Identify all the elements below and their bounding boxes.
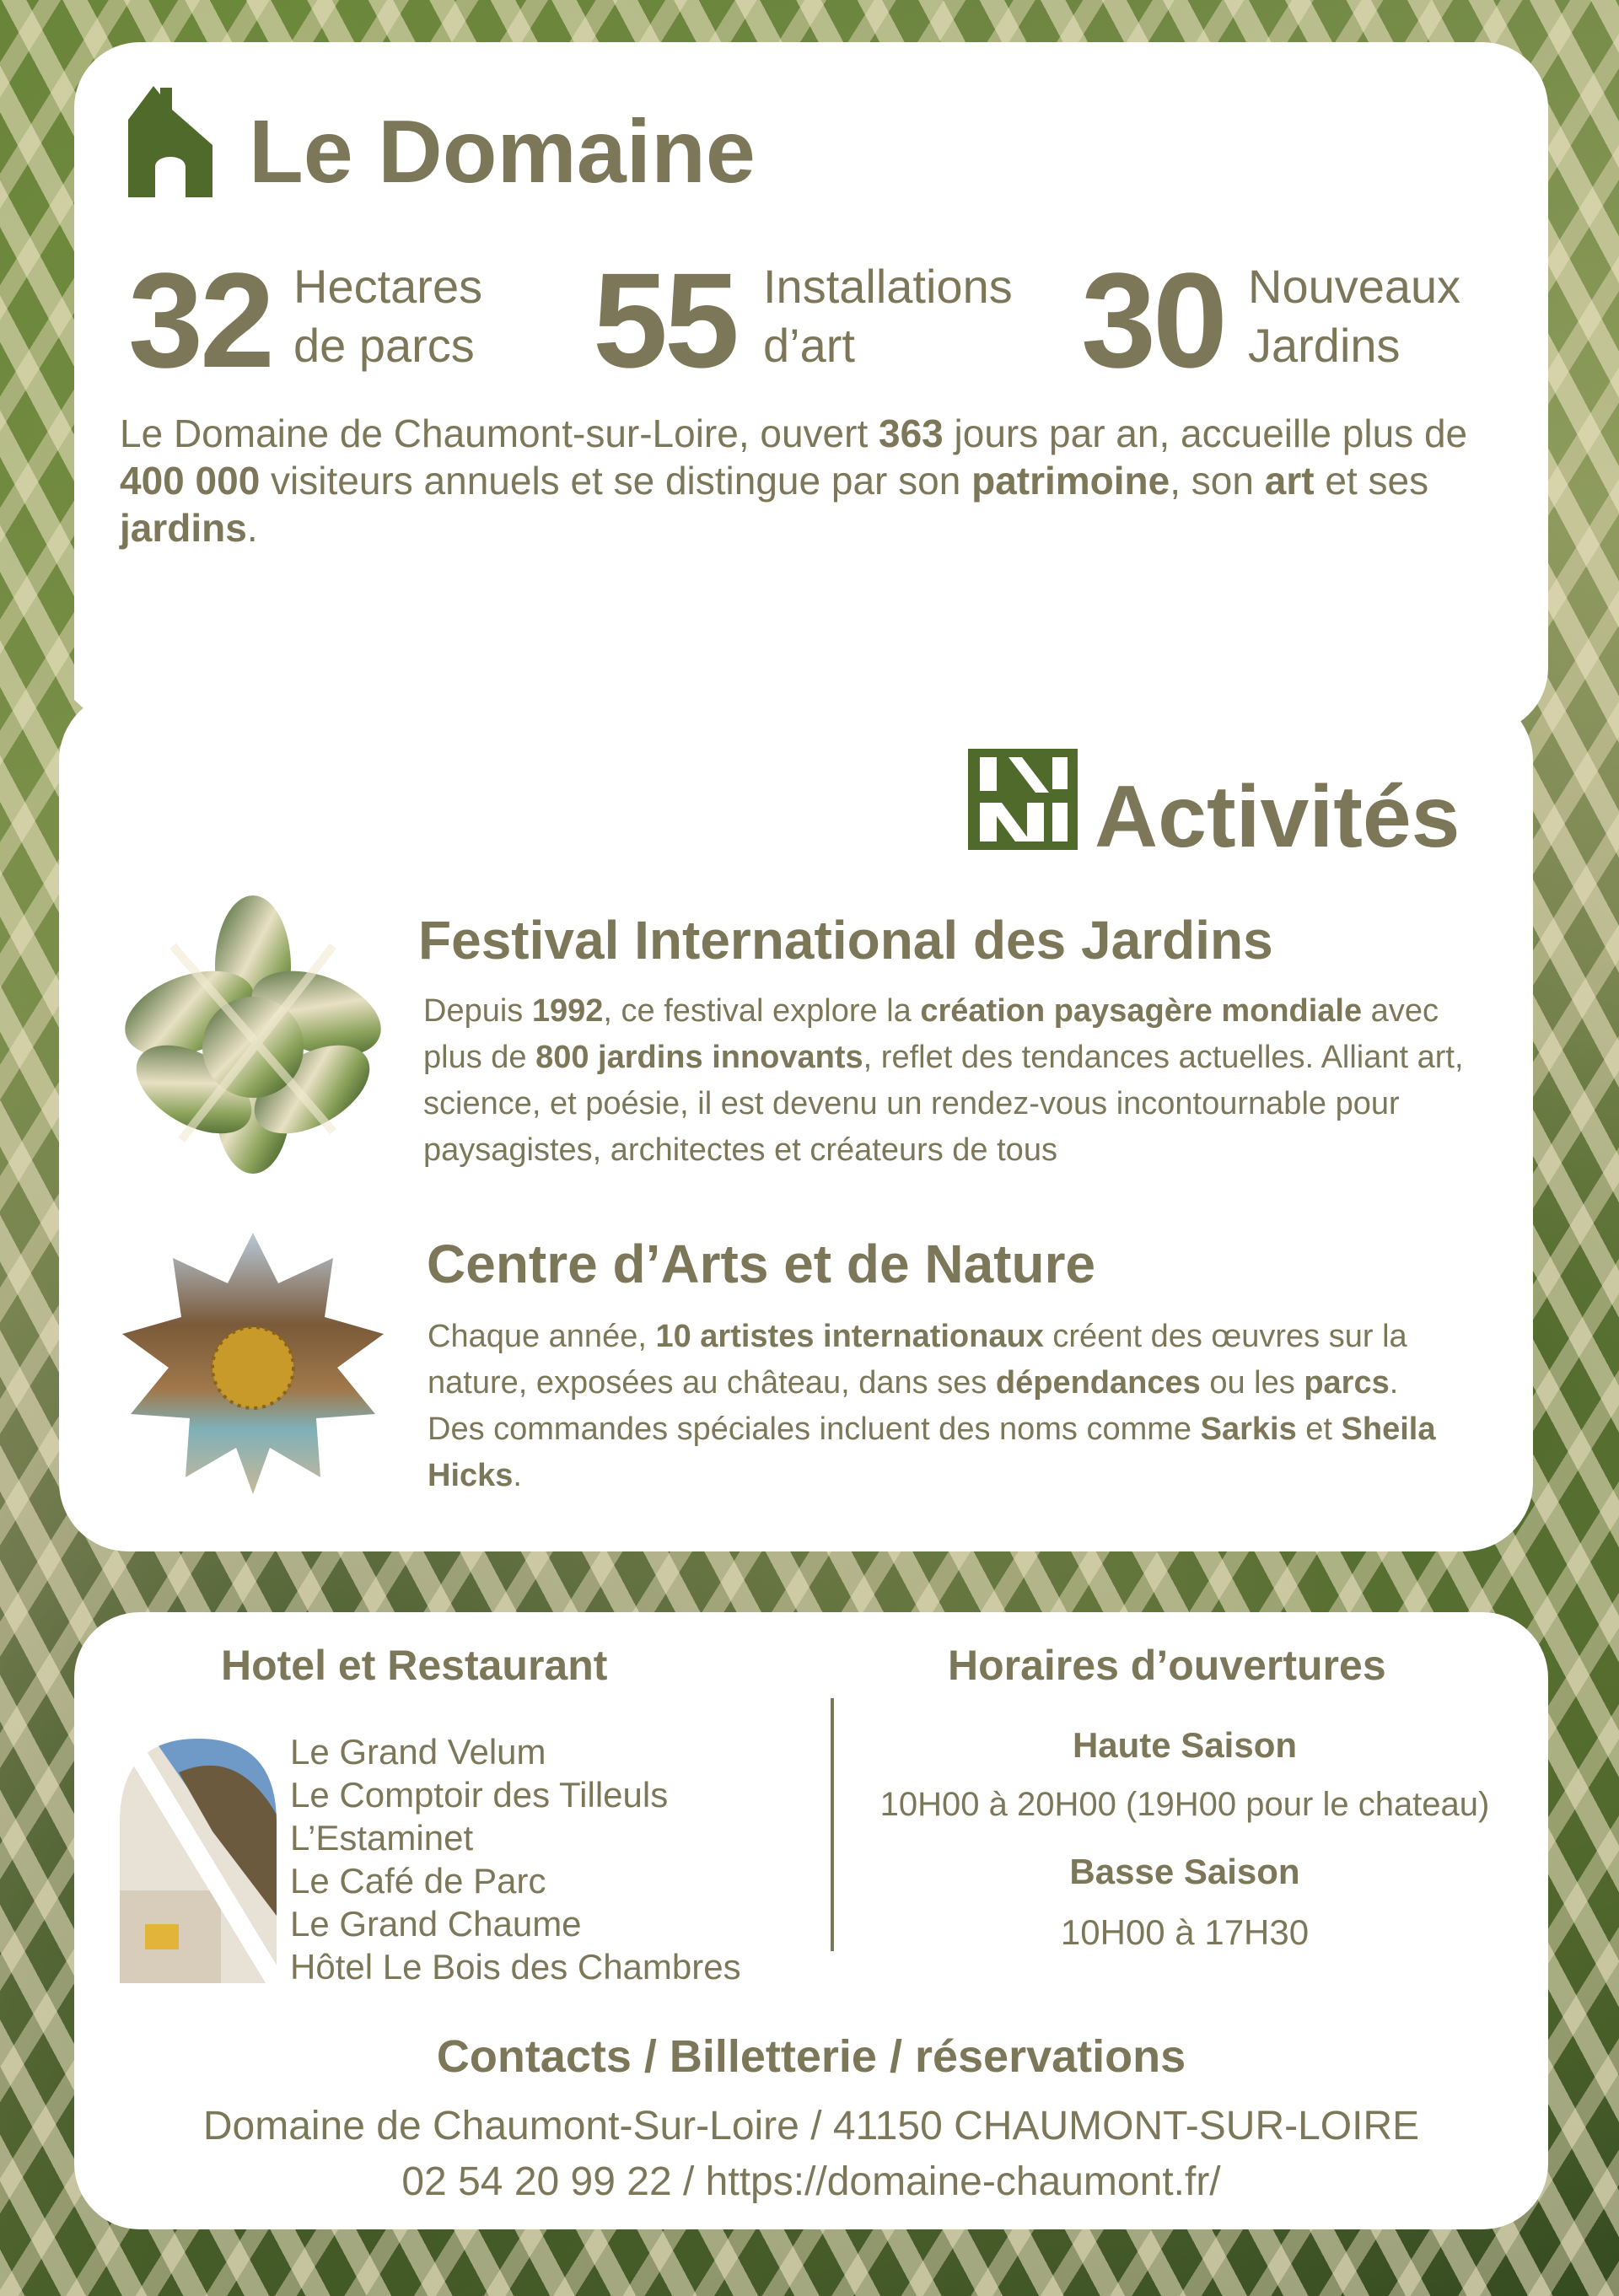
list-item: L’Estaminet bbox=[290, 1818, 474, 1858]
stat-number: 30 bbox=[1081, 245, 1224, 395]
haute-saison-label: Haute Saison bbox=[1072, 1725, 1298, 1765]
list-item: Le Comptoir des Tilleuls bbox=[290, 1775, 669, 1815]
centre-flower-image bbox=[122, 1233, 384, 1494]
horaires-title: Horaires d’ouvertures bbox=[948, 1642, 1386, 1689]
stat-label: de parcs bbox=[293, 319, 475, 372]
stat-label: Jardins bbox=[1248, 319, 1401, 372]
hotel-photo bbox=[120, 1739, 277, 1983]
centre-title: Centre d’Arts et de Nature bbox=[427, 1234, 1096, 1294]
hotel-list bbox=[290, 1730, 741, 1988]
stat-label: Installations bbox=[763, 260, 1013, 313]
centre-description: Chaque année, 10 artistes internationaux créent des œuvres sur la nature, exposées au château, dans ses dépendances ou les parcs. Des commandes spéciales incluent des noms comme Sarkis et Sheila Hicks. bbox=[428, 1319, 1436, 1493]
basse-saison-label: Basse Saison bbox=[1069, 1852, 1300, 1891]
activites-title: Activités bbox=[1095, 768, 1460, 866]
festival-title: Festival International des Jardins bbox=[418, 910, 1273, 971]
contacts-title: Contacts / Billetterie / réservations bbox=[436, 2031, 1186, 2082]
list-item: Hôtel Le Bois des Chambres bbox=[290, 1947, 741, 1987]
stat-label: Nouveaux bbox=[1248, 260, 1461, 313]
contact-address: Domaine de Chaumont-Sur-Loire / 41150 CHAUMONT-SUR-LOIRE bbox=[202, 2104, 1420, 2148]
stat-number: 55 bbox=[593, 245, 736, 395]
stat-label: Hectares bbox=[293, 260, 483, 313]
list-item: Le Grand Velum bbox=[290, 1732, 546, 1772]
festival-flower-image bbox=[122, 895, 384, 1174]
geometric-logo-icon bbox=[968, 749, 1078, 850]
contact-phone-website[interactable]: 02 54 20 99 22 / https://domaine-chaumont.fr/ bbox=[401, 2159, 1221, 2204]
domaine-intro: Le Domaine de Chaumont-sur-Loire, ouvert 363 jours par an, accueille plus de 400 000 visiteurs annuels et se distingue par son patrimoine, son art et ses jardins. bbox=[120, 411, 1468, 550]
stat-label: d’art bbox=[763, 319, 855, 372]
festival-description: Depuis 1992, ce festival explore la création paysagère mondiale avec plus de 800 jardins innovants, reflet des tendances actuelles. Alliant art, science, et poésie, il est devenu un rendez-vous incontournable pour paysagistes, architectes et créateurs de tous bbox=[423, 993, 1464, 1168]
stat-number: 32 bbox=[128, 245, 272, 395]
house-icon bbox=[128, 86, 212, 197]
list-item: Le Grand Chaume bbox=[290, 1904, 582, 1944]
basse-saison-hours: 10H00 à 17H30 bbox=[1060, 1912, 1310, 1952]
column-divider bbox=[831, 1698, 834, 1951]
list-item: Le Café de Parc bbox=[290, 1861, 546, 1901]
hotel-title: Hotel et Restaurant bbox=[221, 1642, 608, 1689]
domaine-title: Le Domaine bbox=[249, 102, 756, 202]
haute-saison-hours: 10H00 à 20H00 (19H00 pour le chateau) bbox=[879, 1786, 1490, 1823]
